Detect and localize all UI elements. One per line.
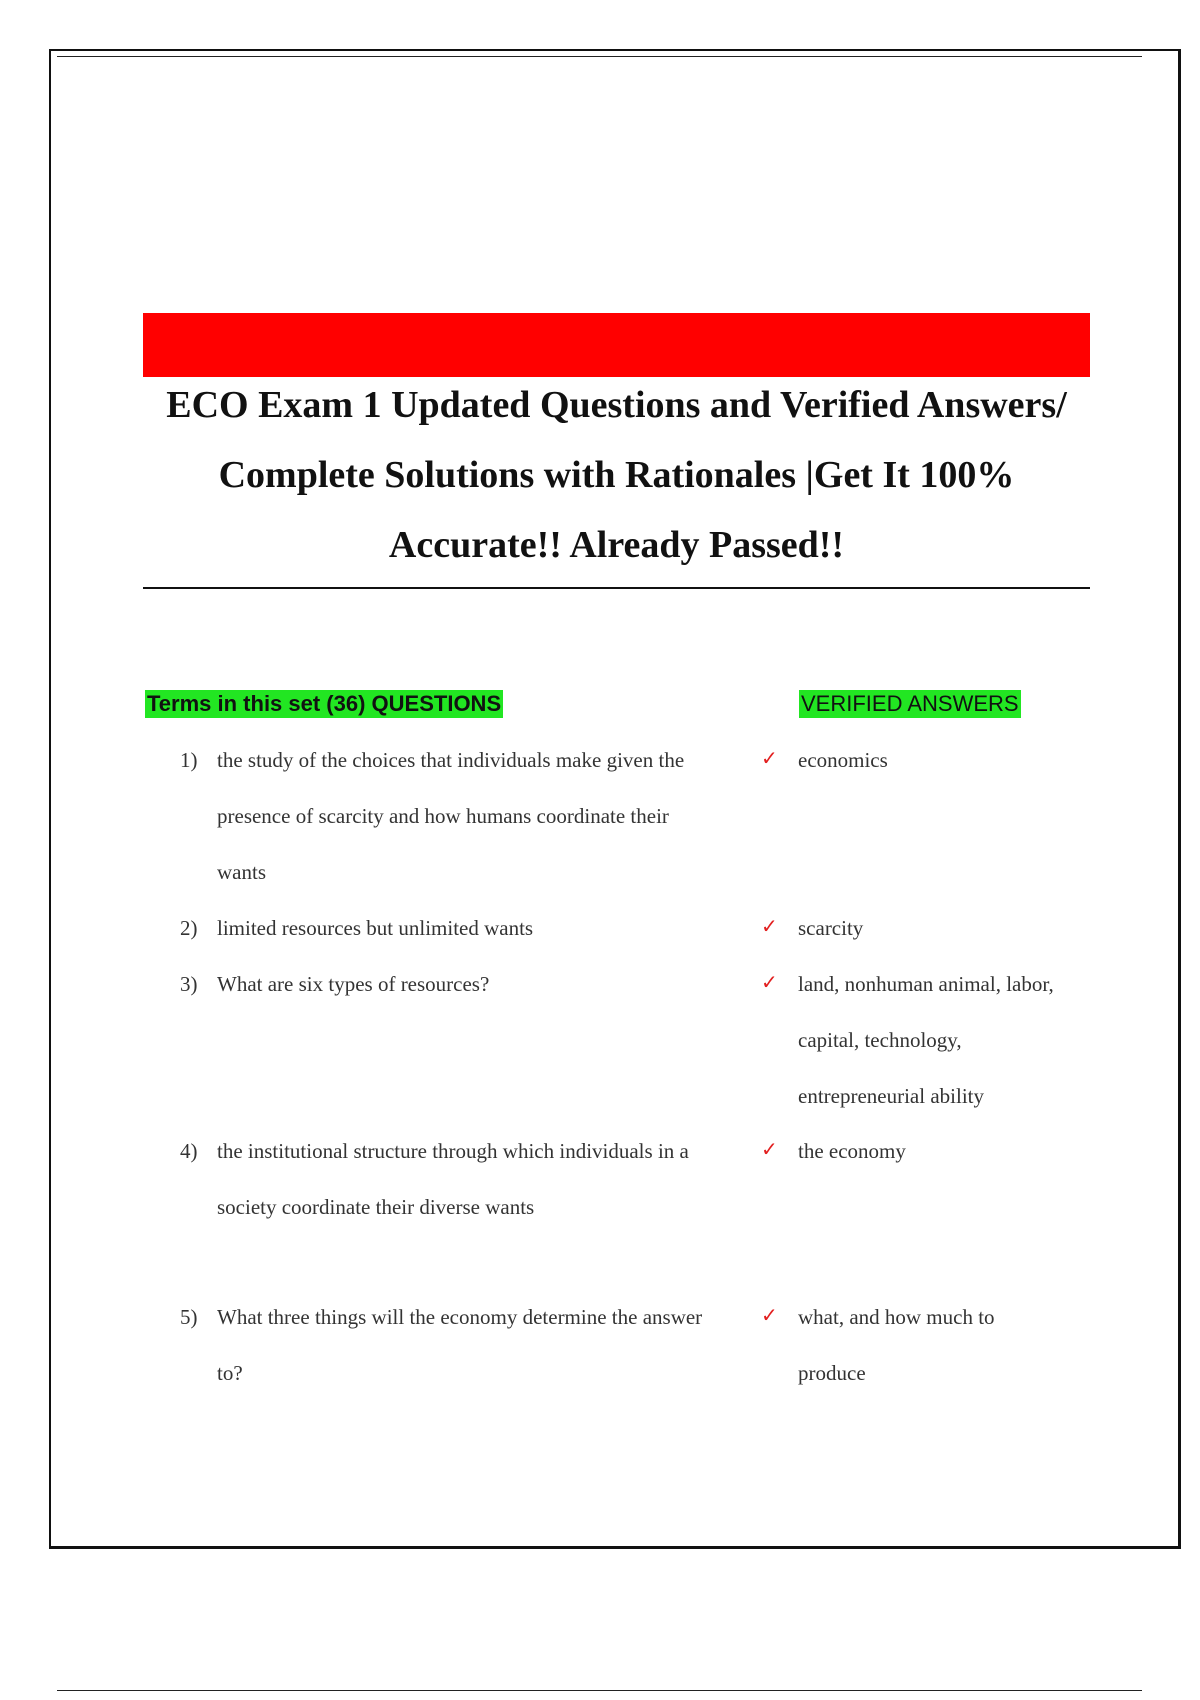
red-banner [143,313,1090,377]
check-icon: ✓ [761,1303,778,1327]
questions-heading: Terms in this set (36) QUESTIONS [147,691,502,716]
question-number: 4) [180,1139,198,1163]
question-text: the study of the choices that individuals make given the presence of scarcity and how humans coordinate their wants [217,748,685,884]
question-number: 1) [180,748,198,772]
check-icon: ✓ [761,914,778,938]
document-title: ECO Exam 1 Updated Questions and Verified Answers/ Complete Solutions with Rationales |Get It 100% Accurate!! Already Passed!! [166,384,1067,566]
question-text: the institutional structure through which individuals in a society coordinate their diverse wants [217,1139,689,1219]
top-rule [57,56,1142,57]
bottom-rule [57,1690,1142,1691]
answer-text: land, nonhuman animal, labor, capital, technology, entrepreneurial ability [798,972,1054,1108]
question-number: 5) [180,1305,198,1329]
title-rule [143,587,1090,589]
check-icon: ✓ [761,970,778,994]
question-text: limited resources but unlimited wants [217,916,534,940]
answer-text: economics [798,748,888,772]
answer-text: scarcity [798,916,864,940]
question-text: What three things will the economy determine the answer to? [217,1305,703,1385]
answer-text: what, and how much to produce [798,1305,995,1385]
check-icon: ✓ [761,1137,778,1161]
answers-heading: VERIFIED ANSWERS [801,691,1019,716]
question-text: What are six types of resources? [217,972,490,996]
check-icon: ✓ [761,746,778,770]
question-number: 3) [180,972,198,996]
answer-text: the economy [798,1139,906,1163]
question-number: 2) [180,916,198,940]
